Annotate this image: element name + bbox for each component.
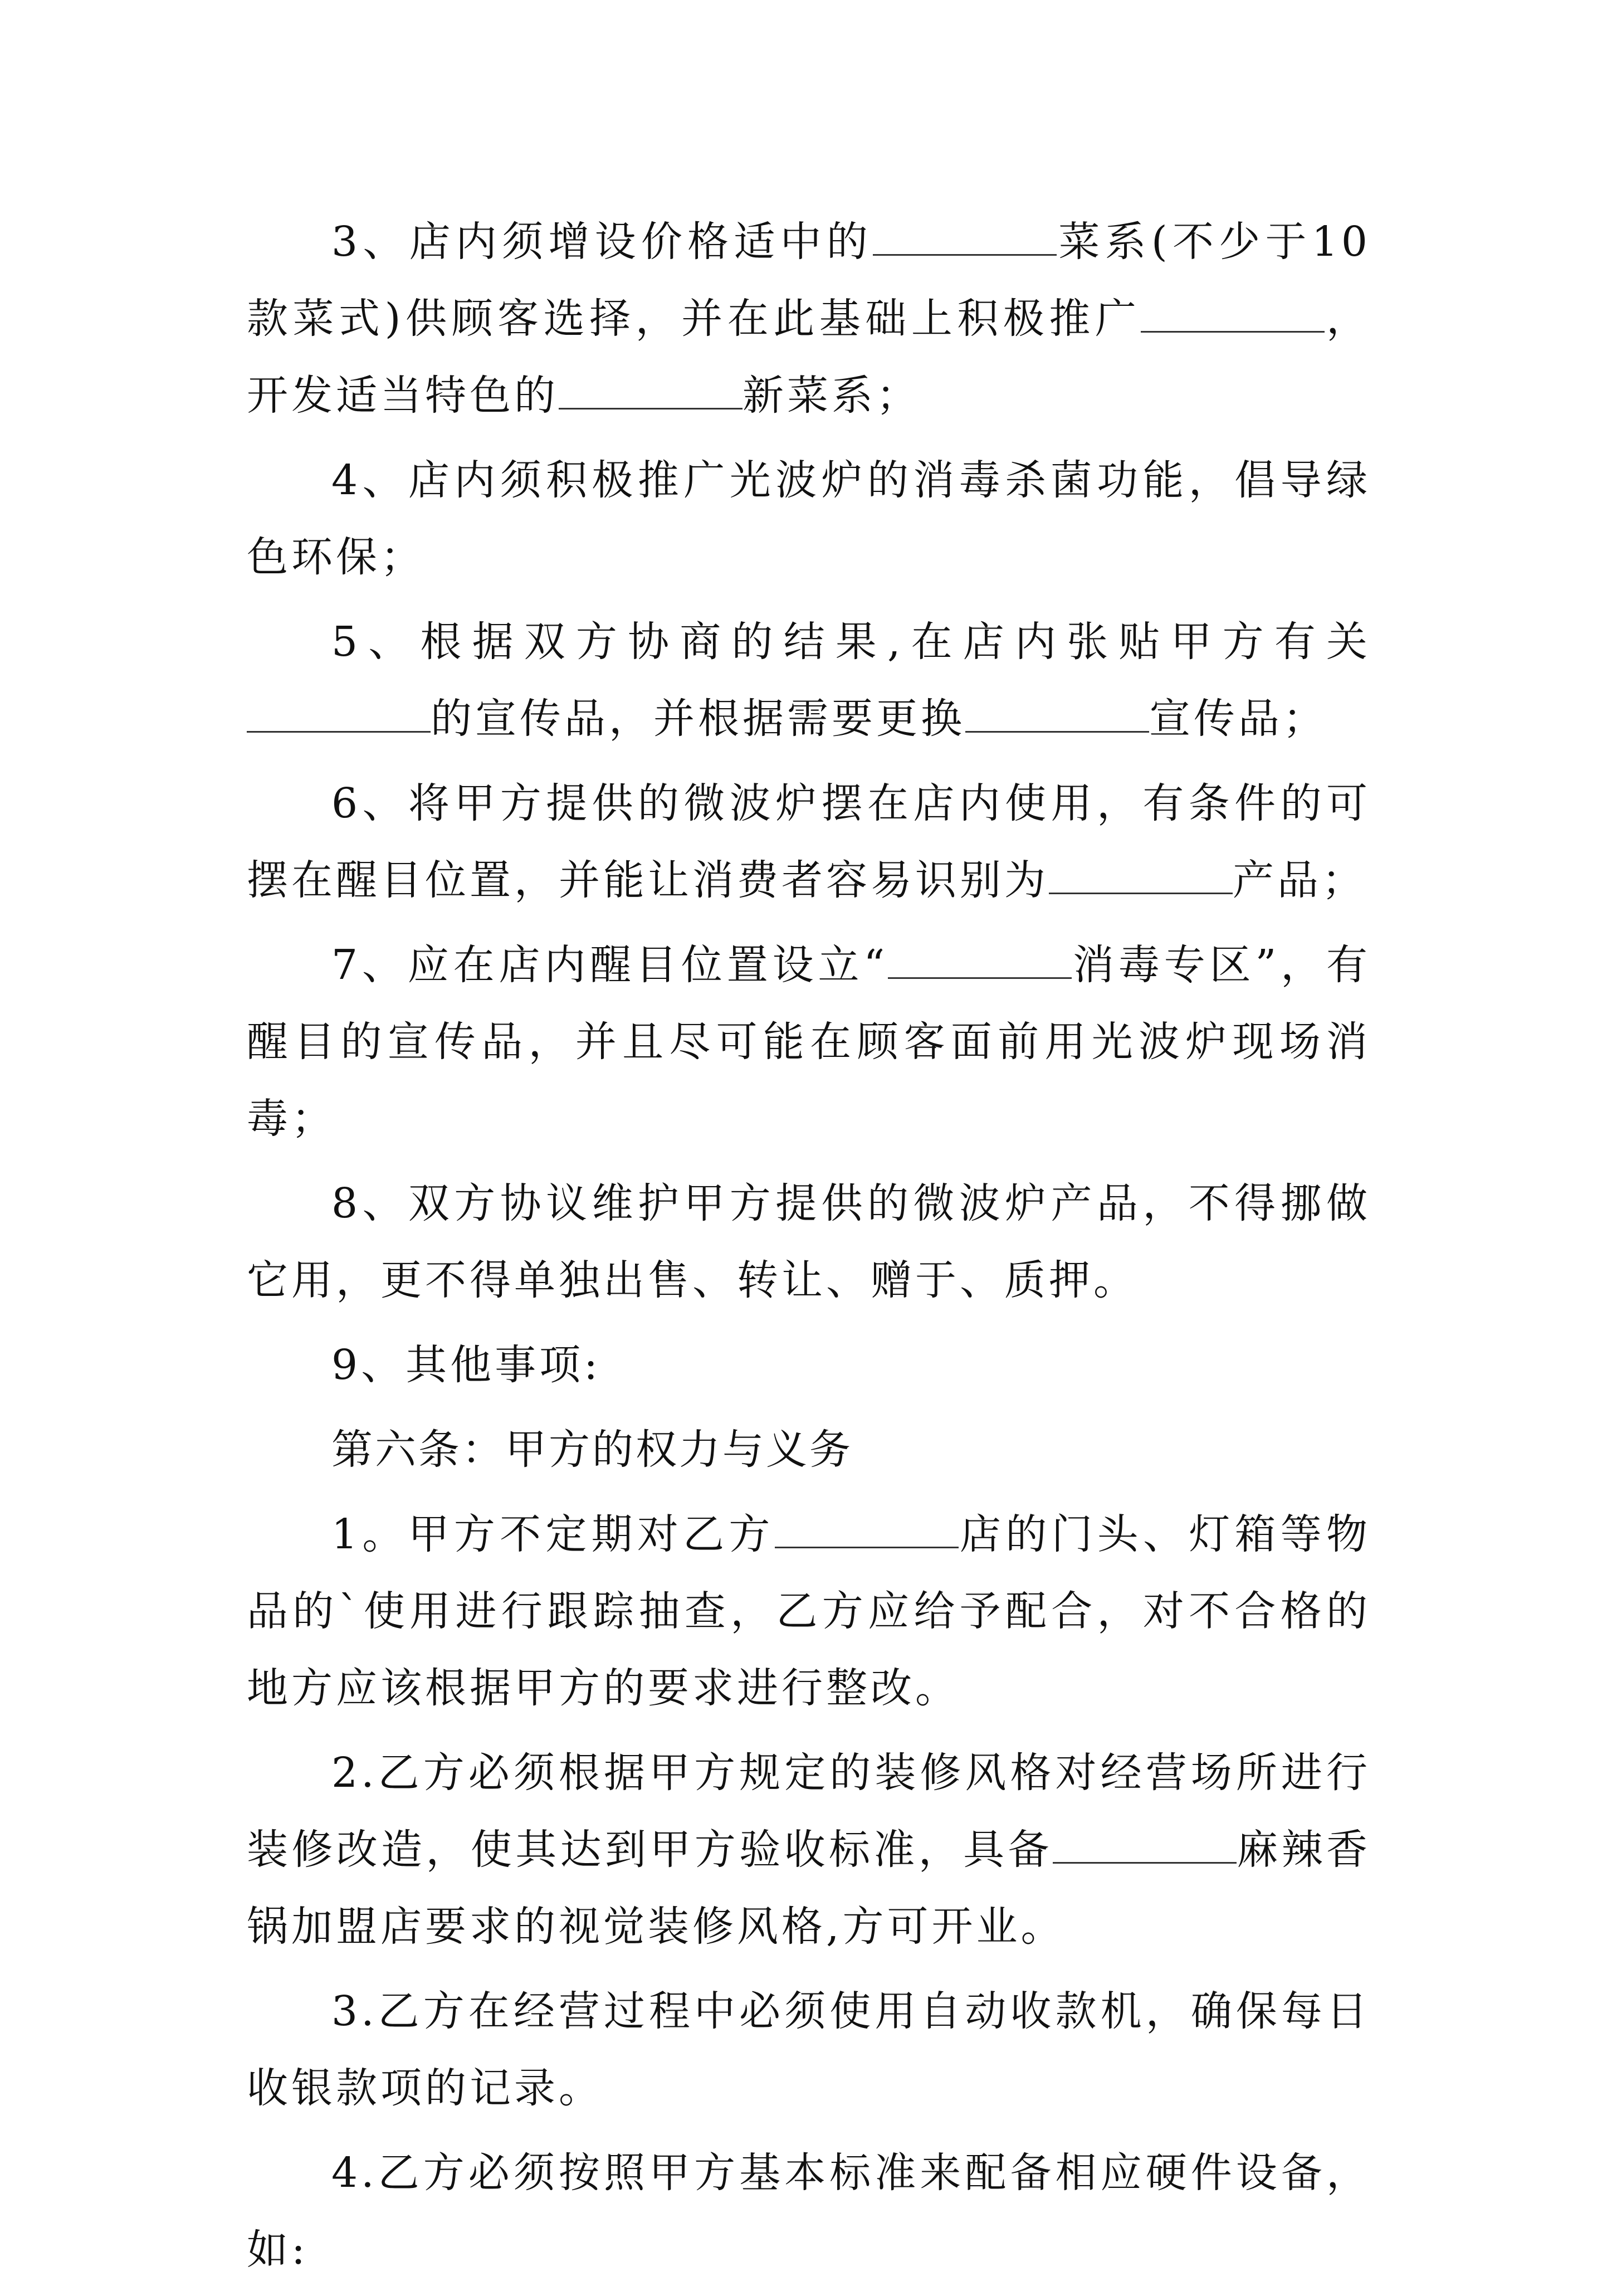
text-segment: 3、店内须增设价格适中的 [331, 218, 873, 266]
clause-6-item-4 [247, 2134, 1371, 2288]
contract-text [247, 203, 1371, 2296]
clause-6-item-1 [247, 1496, 1371, 1727]
fill-blank [559, 373, 743, 410]
clause-5-item-8 [247, 1165, 1371, 1319]
text-segment: 5、根据双方协商的结果,在店内张贴甲方有关 [331, 618, 1371, 666]
clause-5-item-3 [247, 203, 1371, 434]
clause-6-heading [247, 1411, 1371, 1488]
text-segment: 店的门头、灯箱等物品的`使用进行跟踪抽查，乙方应给予配合，对不合格的地方应该根据甲方的要求进行整改。 [247, 1510, 1371, 1712]
text-segment: 的宣传品，并根据需要更换 [431, 695, 965, 743]
text-segment: 新菜系； [743, 372, 921, 420]
text-segment: 2.乙方必须根据甲方规定的装修风格对经营场所进行装修改造，使其达到甲方验收标准，具备 [247, 1749, 1371, 1874]
fill-blank [247, 696, 431, 733]
fill-blank [873, 220, 1057, 256]
text-segment: 4.乙方必须按照甲方基本标准来配备相应硬件设备，如: [247, 2149, 1371, 2274]
clause-5-item-7 [247, 927, 1371, 1157]
fill-blank [775, 1512, 959, 1548]
clause-5-item-5 [247, 603, 1371, 757]
text-segment: ，开发适当特色的 [247, 295, 1371, 420]
text-segment: 4、店内须积极推广光波炉的消毒杀菌功能，倡导绿色环保； [247, 456, 1371, 581]
fill-blank [1049, 858, 1233, 894]
clause-5-item-9 [247, 1327, 1371, 1403]
text-segment: 9、其他事项: [331, 1341, 602, 1389]
text-segment: 6、将甲方提供的微波炉摆在店内使用，有条件的可摆在醒目位置，并能让消费者容易识别为 [247, 779, 1371, 904]
clause-5-item-6 [247, 765, 1371, 919]
clause-6-item-2 [247, 1734, 1371, 1965]
text-segment: 第六条：甲方的权力与义务 [331, 1426, 853, 1474]
text-segment: 菜系(不少于10款菜式)供顾客选择，并在此基础上积极推广 [247, 218, 1371, 343]
text-segment: 1。甲方不定期对乙方 [331, 1510, 775, 1558]
fill-blank [888, 943, 1072, 979]
clause-5-item-4 [247, 442, 1371, 596]
fill-blank [965, 696, 1149, 733]
text-segment: 8、双方协议维护甲方提供的微波炉产品，不得挪做它用，更不得单独出售、转让、赠于、质押。 [247, 1179, 1371, 1304]
text-segment: 3.乙方在经营过程中必须使用自动收款机，确保每日收银款项的记录。 [247, 1987, 1371, 2112]
clause-6-item-3 [247, 1973, 1371, 2127]
text-segment: 麻辣香锅加盟店要求的视觉装修风格,方可开业。 [247, 1826, 1371, 1951]
fill-blank [1053, 1827, 1237, 1864]
text-segment: 7、应在店内醒目位置设立“ [331, 941, 888, 989]
text-segment: 宣传品； [1149, 695, 1327, 743]
text-segment: 产品； [1233, 856, 1366, 904]
fill-blank [1141, 296, 1325, 333]
text-segment: 消毒专区”，有醒目的宣传品，并且尽可能在顾客面前用光波炉现场消毒； [247, 941, 1371, 1143]
